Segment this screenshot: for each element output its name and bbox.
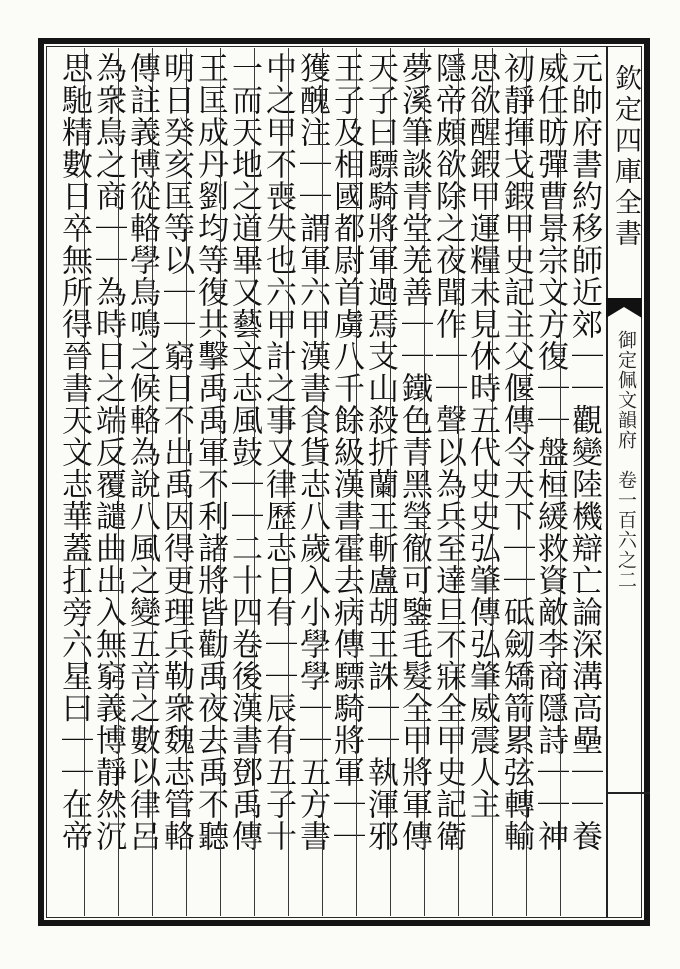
text-column: 王匡成丹劉均等復共擊禹禹軍不利諸將皆勸禹夜去禹不聽: [192, 52, 228, 852]
column-rule: [288, 48, 289, 916]
column-rule: [118, 48, 119, 916]
column-rule: [458, 48, 459, 916]
text-column: 夢溪筆談青堂羌善｜｜鐵色青黑瑩徹可鑒毛髮全甲將軍傳: [396, 52, 432, 852]
column-rule: [526, 48, 527, 916]
text-column: 王子及相國都尉首虜八千餘級漢書霍去病傳驃騎將軍｜｜: [328, 52, 364, 852]
column-rule: [560, 48, 561, 916]
margin-divider: [606, 792, 650, 794]
column-rule: [390, 48, 391, 916]
text-column: 隱帝頗欲除之夜聞作｜｜聲以為兵至達旦不寐全甲史記衛: [430, 52, 466, 852]
text-column: 元帥府書約移師近郊｜｜觀變陸機辯亡論深溝高壘｜｜養: [566, 52, 602, 852]
text-column: 明日癸亥匡等以｜｜窮日不出禹因得更理兵勒衆魏志管輅: [158, 52, 194, 852]
column-rule: [220, 48, 221, 916]
text-column: 威任昉彈曹景宗文方復｜｜盤桓緩救資敵李商隱詩｜｜神: [532, 52, 568, 852]
text-column: 傳註義博從輅學鳥鳴之候輅為說八風之變五音之數以律呂: [124, 52, 160, 852]
column-rule: [356, 48, 357, 916]
column-rule: [152, 48, 153, 916]
text-column: 天子曰驃騎將軍過焉支山殺折蘭王斬盧胡王誅｜｜執渾邪: [362, 52, 398, 852]
column-rule: [322, 48, 323, 916]
column-rule: [84, 48, 85, 916]
text-column: 獲醜注｜｜謂軍六甲漢書食貨志八歲入小學學｜｜五方書: [294, 52, 330, 852]
text-column: 中之甲不喪失也六甲計之事又律歷志日有｜｜辰有五子十: [260, 52, 296, 852]
fishtail-mark-icon: [606, 298, 642, 320]
text-column: 為衆鳥之商｜｜為時日之端反覆譴曲出入無窮義博靜然沉: [90, 52, 126, 852]
text-column: 思馳精數日卒無所得晉書天文志華蓋扛旁六星曰｜｜在帝: [56, 52, 92, 852]
text-column: 初靜揮戈鍜甲史記主父偃傳令天下｜｜砥劒矯箭累弦轉輸: [498, 52, 534, 852]
column-rule: [186, 48, 187, 916]
text-column: 一而天地之道畢又藝文志風鼓｜｜二十四卷後漢書鄧禹傳: [226, 52, 262, 852]
book-title: 欽定四庫全書: [610, 64, 641, 250]
column-rule: [424, 48, 425, 916]
text-column: 思欲醒鍜甲運糧未見休時五代史史弘肇傳弘肇威震人主: [464, 52, 500, 820]
column-rule: [254, 48, 255, 916]
volume-label: 御定佩文韻府 卷一百六之二: [615, 330, 637, 590]
column-rule: [492, 48, 493, 916]
